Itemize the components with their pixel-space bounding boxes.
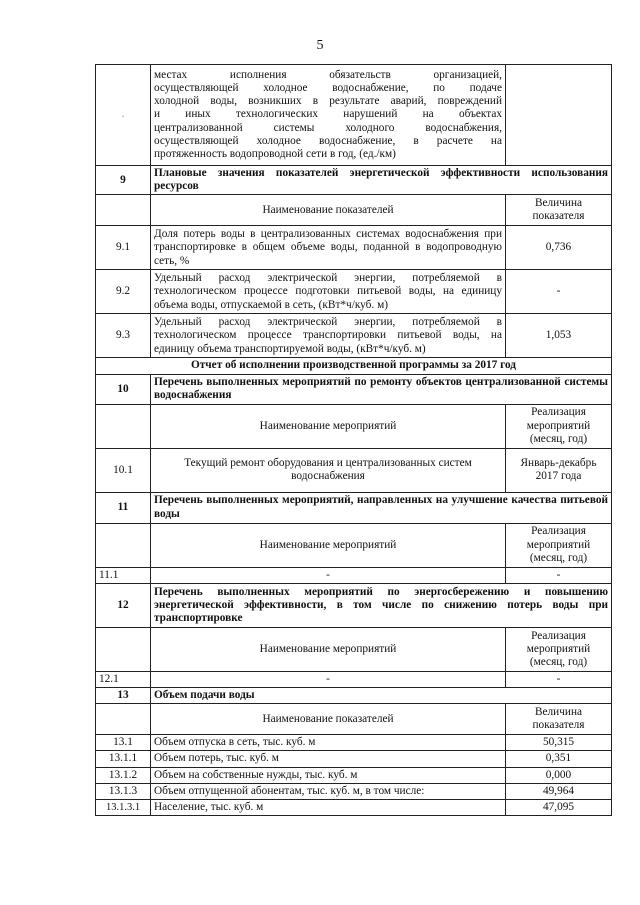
row-value: -: [506, 671, 612, 687]
row-value: 50,315: [506, 735, 612, 751]
continuation-line: и иных технологических нарушений на объектах: [154, 108, 502, 121]
column-header-value: Реализация мероприятий (месяц, год): [506, 404, 612, 448]
table-row-continuation: [96, 65, 612, 166]
row-text: Объем потерь, тыс. куб. м: [151, 751, 506, 767]
row-value: 1,053: [506, 314, 612, 358]
row-text: Объем отпущенной абонентам, тыс. куб. м, в том числе:: [151, 783, 506, 799]
column-header-value: Величина показателя: [506, 195, 612, 226]
table-row: [96, 751, 612, 767]
section-10-header: [96, 404, 612, 448]
row-value: 49,964: [506, 783, 612, 799]
header-blank: [96, 704, 151, 735]
header-blank: [96, 523, 151, 567]
section-number: 12: [96, 583, 151, 627]
column-header-value: Величина показателя: [506, 704, 612, 735]
row-text: -: [151, 671, 506, 687]
section-title: Перечень выполненных мероприятий по энергосбережению и повышению энергетической эффективности, в том числе по снижению потерь воды при транспортировке: [151, 583, 612, 627]
header-blank: [96, 195, 151, 226]
table-row: [96, 314, 612, 358]
row-value: Январь-декабрь 2017 года: [506, 448, 612, 492]
row-value: -: [506, 270, 612, 314]
table-row: [96, 448, 612, 492]
continuation-line: централизованной системы холодного водоснабжения,: [154, 121, 502, 134]
column-header-name: Наименование мероприятий: [151, 404, 506, 448]
row-number: 9.3: [96, 314, 151, 358]
column-header-name: Наименование показателей: [151, 704, 506, 735]
table-row: [96, 783, 612, 799]
section-number: 11: [96, 492, 151, 523]
header-blank: [96, 627, 151, 671]
section-10-heading: [96, 374, 612, 404]
table-row: [96, 800, 612, 816]
header-blank: [96, 404, 151, 448]
row-number: 9.2: [96, 270, 151, 314]
column-header-value: Реализация мероприятий (месяц, год): [506, 523, 612, 567]
section-title: Перечень выполненных мероприятий, направленных на улучшение качества питьевой воды: [151, 492, 612, 523]
continuation-line: осуществляющей холодное водоснабжение, по подаче: [154, 81, 502, 94]
row-number: 13.1.2: [96, 767, 151, 783]
continuation-line: протяженность водопроводной сети в год, (ед./км): [154, 148, 396, 160]
table-row: [96, 226, 612, 270]
continuation-line: холодной воды, возникших в результате аварий, повреждений: [154, 95, 502, 108]
row-text: Доля потерь воды в централизованных системах водоснабжения при транспортировке в общем объеме воды, поданной в водопроводную сеть, %: [151, 226, 506, 270]
column-header-name: Наименование мероприятий: [151, 523, 506, 567]
value-cell: [506, 65, 612, 166]
section-12-heading: [96, 583, 612, 627]
continuation-text: [151, 65, 506, 166]
row-value: 0,351: [506, 751, 612, 767]
section-9-header: [96, 195, 612, 226]
section-9-heading: [96, 166, 612, 195]
section-number: 13: [96, 688, 151, 704]
row-number: .: [96, 65, 151, 166]
report-title-row: [96, 358, 612, 374]
row-text: -: [151, 567, 506, 583]
row-number: 10.1: [96, 448, 151, 492]
section-13-heading: [96, 688, 612, 704]
table-row: [96, 270, 612, 314]
row-value: 0,736: [506, 226, 612, 270]
section-number: 10: [96, 374, 151, 404]
column-header-value: Реализация мероприятий (месяц, год): [506, 627, 612, 671]
report-title: Отчет об исполнении производственной программы за 2017 год: [96, 358, 612, 374]
row-text: Удельный расход электрической энергии, потребляемой в технологическом процессе транспортировки питьевой воды, на единицу объема транспортируемой воды, (кВт*ч/куб. м): [151, 314, 506, 358]
row-value: -: [506, 567, 612, 583]
row-number: 13.1: [96, 735, 151, 751]
section-title: Плановые значения показателей энергетической эффективности использования ресурсов: [151, 166, 612, 195]
section-13-header: [96, 704, 612, 735]
table-row: [96, 735, 612, 751]
row-text: Текущий ремонт оборудования и централизованных систем водоснабжения: [151, 448, 506, 492]
row-number: 11.1: [96, 567, 151, 583]
row-text: Объем на собственные нужды, тыс. куб. м: [151, 767, 506, 783]
row-value: 47,095: [506, 800, 612, 816]
section-11-header: [96, 523, 612, 567]
column-header-name: Наименование показателей: [151, 195, 506, 226]
section-title: Объем подачи воды: [151, 688, 612, 704]
table-row: [96, 567, 612, 583]
row-text: Население, тыс. куб. м: [151, 800, 506, 816]
section-11-heading: [96, 492, 612, 523]
table-row: [96, 767, 612, 783]
row-number: 13.1.3.1: [96, 800, 151, 816]
row-number: 12.1: [96, 671, 151, 687]
row-number: 13.1.1: [96, 751, 151, 767]
row-number: 9.1: [96, 226, 151, 270]
section-12-header: [96, 627, 612, 671]
column-header-name: Наименование мероприятий: [151, 627, 506, 671]
row-text: Удельный расход электрической энергии, потребляемой в технологическом процессе подготовки питьевой воды, на единицу объема воды, отпускаемой в сеть, (кВт*ч/куб. м): [151, 270, 506, 314]
page-number: 5: [316, 38, 324, 53]
row-value: 0,000: [506, 767, 612, 783]
indicators-table: [95, 64, 612, 816]
section-title: Перечень выполненных мероприятий по ремонту объектов централизованной системы водоснабжения: [151, 374, 612, 404]
table-row: [96, 671, 612, 687]
row-number: 13.1.3: [96, 783, 151, 799]
section-number: 9: [96, 166, 151, 195]
continuation-line: осуществляющей холодное водоснабжение, в расчете на: [154, 134, 502, 147]
continuation-line: местах исполнения обязательств организацией,: [154, 68, 502, 81]
row-text: Объем отпуска в сеть, тыс. куб. м: [151, 735, 506, 751]
